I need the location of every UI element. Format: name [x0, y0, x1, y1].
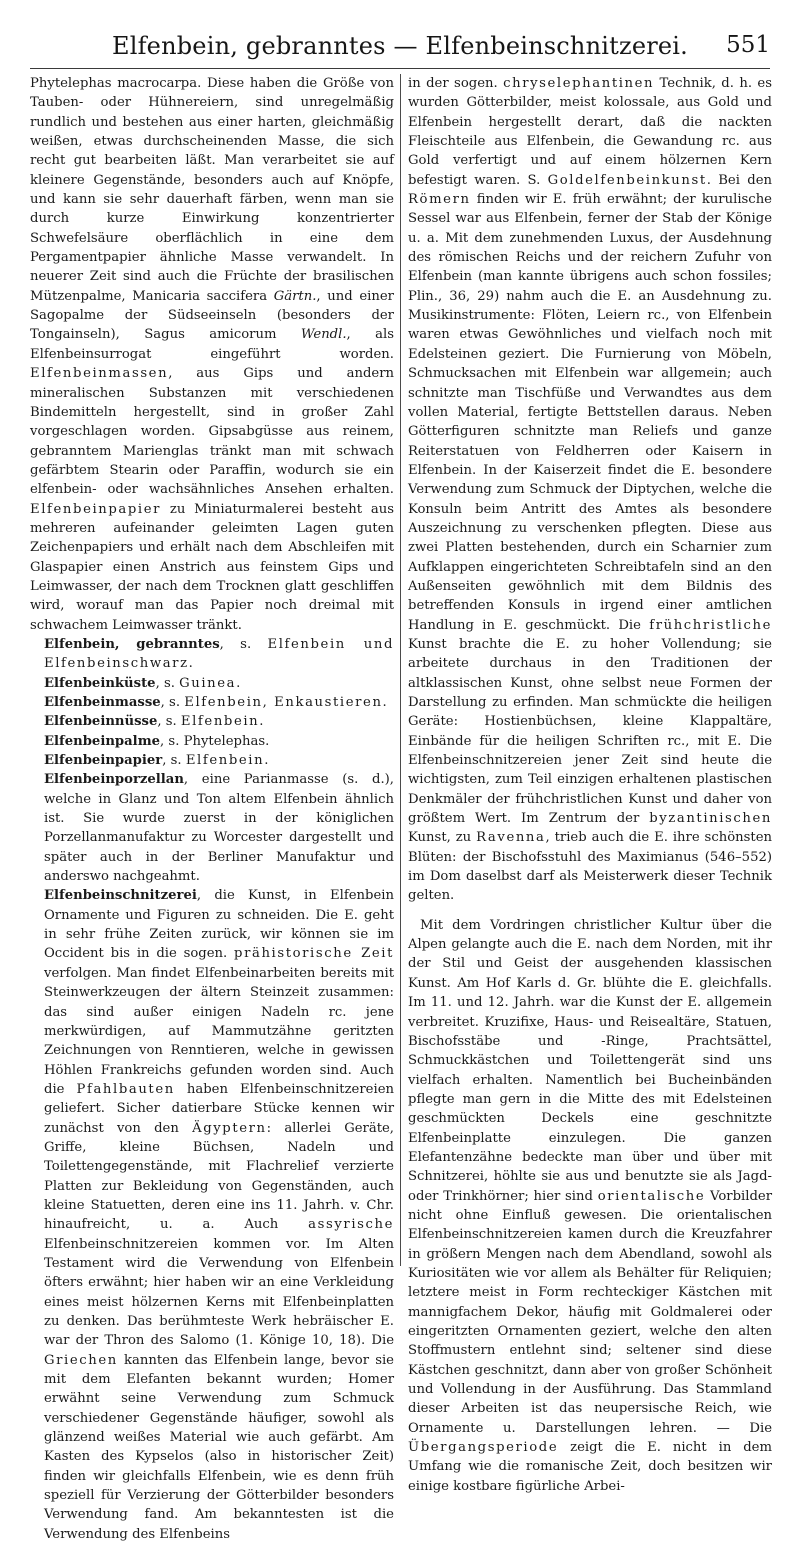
right-emph-2: Goldelfenbeinkunst [547, 172, 707, 188]
headword-masse: Elfenbeinmasse [44, 695, 161, 710]
palme-ref: Phytelephas [183, 733, 266, 749]
schnitzerei-emph-4: assyrische [308, 1217, 394, 1233]
schnitzerei-text-4: : allerlei Geräte, Griffe, kleine Büchsen, Nadeln und Toilettengegenstände, mit Flachrelief verzierte Platten zur Bekleidung von Gegenständen, auch kleine Statuetten, deren eine ins 11. Jahrh. v. Chr. hinaufreicht, u. a. Auch [44, 1120, 394, 1233]
right-text-7: , trieb auch die E. ihre schönsten Blüten: der Bischofsstuhl des Maximianus (546–552) im Dom daselbst darf als Meisterwerk dieser Technik gelten. [408, 830, 772, 904]
right-emph-1: chryselephantinen [503, 76, 655, 91]
headword-papier: Elfenbeinpapier [44, 753, 163, 769]
nuesse-see: , s. [157, 714, 177, 730]
schnitzerei-emph-3: Ägyptern [192, 1120, 267, 1136]
headword-schnitzerei: Elfenbeinschnitzerei [44, 888, 197, 904]
schnitzerei-continuation-paragraph [408, 74, 772, 906]
right-text-4: finden wir E. früh erwähnt; der kurulische Sessel war aus Elfenbein, ferner der Stab der Könige u. a. Mit dem zunehmenden Luxus, der Ausdehnung des römischen Reichs und der reichern Zufuhr von Elfenbein (man kannte übrigens auch schon fossiles; Plin., 36, 29) nahm auch die E. an Ausdehnung zu. Musikinstrumente: Flöten, Leiern rc., von Elfenbein waren etwas Gewöhnliches und vielfach noch mit Edelsteinen geziert. Die Furnierung von Möbeln, Schmucksachen mit Elfenbein war allgemein; auch schnitzte man Tischfüße und Verwandtes aus dem vollen Material, fertigte Bettstellen daraus. Neben Götterfiguren schnitzte man Reliefs und ganze Reiterstatuen von Feldherren oder Kaisern in Elfenbein. In der Kaiserzeit findet die E. besondere Verwendung zum Schmuck der Diptychen, welche die Konsuln beim Antritt des Amtes als besondere Auszeichnung zu verschenken pflegten. Diese aus zwei Platten bestehenden, durch ein Scharnier zum Aufklappen eingerichteten Schreibtafeln sind an den Außenseiten gewöhnlich mit dem Bildnis des betreffenden Konsuls in irgend einer amtlichen Handlung in E. geschmückt. Die [408, 192, 772, 633]
schnitzerei-text-3: haben Elfenbeinschnitzereien geliefert. Sicher datierbare Stücke kennen wir zunächst von den [44, 1081, 394, 1136]
right-text-2: Technik, d. h. es wurden Götterbilder, meist kolossale, aus Gold und Elfenbein hergestellt derart, daß die nackten Fleischteile aus Elfenbein, die Gewandung rc. aus Gold verfertigt und auf einem hölzernen Kern befestigt waren. S. [408, 76, 772, 188]
para2-emph-2: Übergangsperiode [408, 1440, 559, 1456]
left-column [30, 74, 395, 1542]
masse-see: , s. [160, 695, 181, 710]
palm-continuation-paragraph [30, 74, 394, 635]
schnitzerei-emph-2: Pfahlbauten [76, 1081, 175, 1097]
right-emph-6: Ravenna [476, 830, 546, 846]
palme-see: , s. [160, 733, 184, 749]
medieval-paragraph [408, 916, 772, 1496]
page-header [30, 26, 770, 66]
kueste-end: . [236, 675, 241, 691]
right-text-1: in der sogen. [408, 76, 498, 91]
gebranntes-end: . [188, 656, 193, 672]
right-emph-3: Römern [408, 192, 471, 208]
para2-text-1: Mit dem Vordringen christlicher Kultur über die Alpen gelangte auch die E. nach dem Norden, mit ihr der Stil und Geist der ausgehenden klassischen Kunst. Am Hof Karls d. Gr. blühte die E. gleichfalls. Im 11. und 12. Jahrh. war die Kunst der E. allgemein verbreitet. Kruzifixe, Haus- und Reisealtäre, Statuen, Bischofsstäbe und -Ringe, Prachtsättel, Schmuckkästchen und Toilettengerät sind uns vielfach erhalten. Namentlich bei Bucheinbänden pflegte man gern in die Mitte des mit Edelsteinen geschmückten Deckels eine geschnitzte Elfenbeinplatte einzulegen. Die ganzen Elefantenzähne bedeckte man über und über mit Schnitzerei, höhlte sie aus und benutzte sie als Jagd- oder Trinkhörner; hier sind [408, 917, 772, 1204]
papier-ref: Elfenbein [185, 753, 265, 769]
headword-palme: Elfenbeinpalme [44, 733, 161, 749]
headword-gebranntes: Elfenbein, gebranntes [44, 636, 220, 652]
massen-term: Elfenbeinmassen [30, 366, 169, 382]
palm-text-1: Phytelephas macrocarpa. Diese haben die Größe von Tauben- oder Hühnereiern, sind unregelmäßig rundlich und bestehen aus einer harten, gleichmäßig weißen, etwas durchscheinenden Masse, die sich recht gut bearbeiten läßt. Man verarbeitet sie auf kleinere Gegenstände, besonders auch auf Knöpfe, und kann sie sehr dauerhaft färben, wenn man sie durch kurze Einwirkung konzentrierter Schwefelsäure oberflächlich in eine dem Pergamentpapier ähnliche Masse verwandelt. In neuerer Zeit sind auch die Früchte der brasilischen Mützenpalme, Manicaria saccifera [30, 76, 394, 304]
nuesse-ref: Elfenbein [180, 714, 260, 730]
masse-ref: Elfenbein, Enkaustieren [184, 695, 383, 710]
schnitzerei-emph-1: prähistorische Zeit [234, 946, 394, 962]
papier-text: zu Miniaturmalerei besteht aus mehreren aufeinander geleimten Lagen guten Zeichenpapiers und erhält nach dem Abschleifen mit Glaspapier einen Anstrich aus feinstem Gips und Leimwasser, der nach dem Trocknen glatt geschliffen wird, worauf man das Papier noch dreimal mit schwachem Leimwasser tränkt. [30, 501, 394, 633]
para2-text-3: zeigt die E. nicht in dem Umfang wie die romanische Zeit, doch besitzen wir einige kostbare figürliche Arbei- [408, 1440, 772, 1494]
kueste-see: , s. [155, 675, 175, 691]
entry-palme [30, 732, 394, 751]
entry-gebranntes [30, 635, 394, 674]
papier-term: Elfenbeinpapier [30, 501, 162, 517]
entry-masse [30, 693, 394, 712]
palm-author-1: Gärtn. [273, 288, 317, 304]
entry-nuesse [30, 712, 394, 731]
headword-porzellan: Elfenbeinporzellan [44, 772, 184, 788]
papier-see: , s. [162, 753, 182, 769]
nuesse-end: . [259, 714, 264, 730]
schnitzerei-text-1: , die Kunst, in Elfenbein Ornamente und Figuren zu schneiden. Die E. geht in sehr frühe Zeiten zurück, wir können sie im Occident bis in die sogen. [44, 888, 394, 962]
right-emph-5: byzantinischen [649, 811, 772, 827]
right-text-6: Kunst, zu [408, 830, 472, 846]
masse-end: . [382, 695, 387, 710]
right-column [408, 74, 772, 1494]
palme-end: . [265, 733, 270, 749]
column-divider [400, 74, 401, 1266]
para2-emph-1: orientalische [597, 1188, 706, 1204]
right-emph-4: frühchristliche [649, 617, 772, 633]
palm-text-2: , und einer Sagopalme der Südseeinseln (besonders der Tongainseln), Sagus amicorum [30, 288, 394, 343]
schnitzerei-text-5: Elfenbeinschnitzereien kommen vor. Im Alten Testament wird die Verwendung von Elfenbein öfters erwähnt; hier haben wir an eine Verkleidung eines meist hölzernen Kerns mit Elfenbeinplatten zu denken. Das berühmteste Werk hebräischer E. war der Thron des Salomo (1. Könige 10, 18). Die [44, 1236, 394, 1349]
entry-papier [30, 751, 394, 770]
headword-kueste: Elfenbeinküste [44, 675, 156, 691]
porzellan-text: , eine Parianmasse (s. d.), welche in Glanz und Ton altem Elfenbein ähnlich ist. Sie wurde zuerst in der königlichen Porzellanmanufaktur zu Worcester dargestellt und später auch in der Berliner Manufaktur und anderswo nachgeahmt. [44, 772, 394, 885]
right-text-5: Kunst brachte die E. zu hoher Vollendung; sie arbeitete durchaus in den Traditionen der altklassischen Kunst, ohne selbst neue Formen der Darstellung zu erfinden. Man schmückte die heiligen Geräte: Hostienbüchsen, kleine Klappaltäre, Einbände für die heiligen Schriften rc., mit E. Die Elfenbeinschnitzereien jener Zeit sind heute die wichtigsten, zum Teil einzigen erhaltenen plastischen Denkmäler der frühchristlichen Kunst und daher von größtem Wert. Im Zentrum der [408, 636, 772, 827]
gebranntes-ref: Elfenbein und Elfenbeinschwarz [44, 636, 395, 672]
schnitzerei-emph-5: Griechen [44, 1352, 118, 1368]
kueste-ref: Guinea [179, 675, 237, 691]
running-title: Elfenbein, gebranntes — Elfenbeinschnitzerei. [112, 32, 688, 60]
gebranntes-see: , s. [219, 636, 252, 652]
schnitzerei-text-6: kannten das Elfenbein lange, bevor sie mit dem Elefanten bekannt wurden; Homer erwähnt seine Verwendung zum Schmuck verschiedener Gegenstände häufiger, sowohl als glänzend weißes Material wie auch gefärbt. Am Kasten des Kypselos (also in historischer Zeit) finden wir gleichfalls Elfenbein, wie es denn früh speziell für Verzierung der Götterbilder besonders Verwendung fand. Am bekanntesten ist die Verwendung des Elfenbeins [44, 1352, 394, 1542]
page-number: 551 [726, 32, 770, 58]
palm-author-2: Wendl. [300, 327, 347, 343]
right-text-3: . Bei den [706, 172, 772, 188]
header-rule [30, 68, 770, 69]
entry-schnitzerei [30, 886, 394, 1544]
schnitzerei-text-2: verfolgen. Man findet Elfenbeinarbeiten bereits mit Steinwerkzeugen der ältern Steinzeit zusammen: das sind außer einigen Nadeln rc. jene merkwürdigen, auf Mammutzähne geritzten Zeichnungen von Renntieren, welche in gewissen Höhlen Frankreichs gefunden worden sind. Auch die [44, 965, 394, 1097]
headword-nuesse: Elfenbeinnüsse [44, 714, 158, 730]
papier-end: . [264, 753, 269, 769]
massen-text: , aus Gips und andern mineralischen Substanzen mit verschiedenen Bindemitteln hergestellt, sind in großer Zahl vorgeschlagen worden. Gipsabgüsse aus reinem, gebranntem Marienglas tränkt man mit schwach gefärbtem Stearin oder Paraffin, wodurch sie ein elfenbein- oder wachsähnliches Ansehen erhalten. [30, 366, 394, 498]
para2-text-2: Vorbilder nicht ohne Einfluß gewesen. Die orientalischen Elfenbeinschnitzereien kamen durch die Kreuzfahrer in größern Mengen nach dem Abendland, sowohl als Kuriositäten wie vor allem als Behälter für Reliquien; letztere meist in Form rechteckiger Kästchen mit mannigfachem Dekor, häufig mit Goldmalerei oder eingeritzten Ornamenten geziert, welche den alten Stoffmustern entlehnt sind; seltener sind diese Kästchen geschnitzt, dann aber von großer Schönheit und Vollendung in der Ausführung. Das Stammland dieser Arbeiten ist das neupersische Reich, wie Ornamente u. Darstellungen lehren. — Die [408, 1188, 772, 1436]
entry-kueste [30, 674, 394, 693]
entry-porzellan [30, 770, 394, 886]
palm-text-3: , als Elfenbeinsurrogat eingeführt worden. [30, 327, 394, 362]
